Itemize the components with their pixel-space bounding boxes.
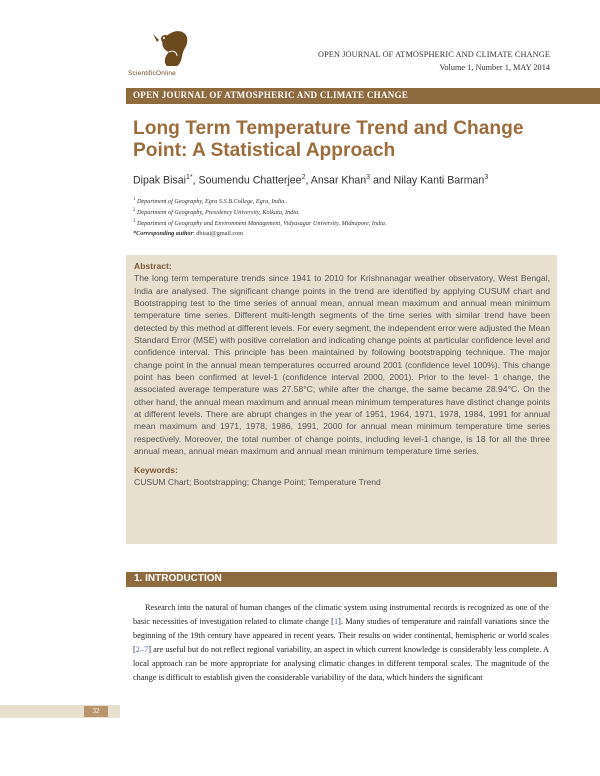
affiliation-number: 1	[133, 197, 136, 202]
squirrel-logo-icon	[133, 22, 213, 72]
abstract-content	[134, 260, 550, 488]
author-name: Nilay Kanti Barman	[393, 174, 485, 187]
intro-text-b: ]. Many studies of temperature and rainfall variations since the beginning of the 19th century have appeared in recent years. Their results on wider continental, hemispheric or world scales [	[133, 617, 549, 655]
author-sup: 1*	[186, 174, 193, 181]
affiliation-number: 2	[133, 208, 136, 213]
introduction-heading-bar	[126, 572, 557, 587]
author-sup: 3	[366, 174, 371, 181]
journal-name: OPEN JOURNAL OF ATMOSPHERIC AND CLIMATE CHANGE	[317, 50, 550, 59]
logo-text: ScientificOnline	[128, 70, 176, 77]
intro-text-a: Research into the natural of human changes of the climatic system using instrumental records is recognized as one of the basic necessities of investigation related to climate change [	[133, 603, 549, 627]
intro-text-c: ] are useful but do not reflect regional variability, an aspect in which current knowledge is considerably less complete. A local approach can be more appropriate for analysing climatic changes in different temporal scales. The magnitude of the change is difficult to establish given the considerable variability of the data, which hinders the significant	[133, 645, 549, 683]
keywords-text: CUSUM Chart; Bootstrapping; Change Point; Temperature Trend	[134, 476, 381, 487]
affiliation	[133, 197, 288, 205]
affiliation-text: Department of Geography, Egra S.S.B.College, Egra, India..	[135, 198, 288, 206]
journal-volume: Volume 1, Number 1, MAY 2014	[439, 63, 550, 72]
affiliation	[133, 208, 300, 216]
author-name: Soumendu Chatterjee	[198, 174, 302, 187]
author-sup: 3	[484, 174, 489, 181]
corresponding-author	[133, 230, 243, 237]
introduction-heading: 1. INTRODUCTION	[134, 573, 222, 584]
author-separator: and	[370, 174, 394, 187]
author-separator: ,	[192, 174, 199, 187]
journal-band-text: OPEN JOURNAL OF ATMOSPHERIC AND CLIMATE CHANGE	[133, 90, 409, 100]
abstract-box	[126, 255, 557, 544]
abstract-text: The long term temperature trends since 1941 to 2010 for Krishnanagar weather observatory, West Bengal, India are analysed. The significant change points in the trend are identified by applying CUSUM chart and Bootstrapping test to the time series of annual mean, annual mean maximum and annual mean minimum temperature time series. Different multi-length segments of the time series with similar trend have been detected by this method at different levels. For every segment, the independent error were adjusted the Mean Standard Error (MSE) with positive correlation and indicating change points at particular confidence level and confidence interval. This principle has been maintained by following bootstrapping technique. The major change point in the annual mean temperatures occurred around 2001 (confidence level 100%). This change point has been confirmed at level-1 (confidence interval 2000, 2001). Prior to the level- 1 change, the associated average temperature was 27.58°C; while after the change, the same became 28.94°C. On the other hand, the annual mean maximum and annual mean minimum temperatures have distinct change points at different levels. There are abrupt changes in the year of 1951, 1964, 1971, 1978, 1984, 1991 for annual mean maximum and 1971, 1978, 1986, 1991, 2000 for annual mean minimum temperature time series respectively. Moreover, the total number of change points, including level-1 change, is 18 for all the three annual mean, annual mean maximum and annual mean minimum temperature time series.	[134, 273, 550, 457]
author-sup: 2	[301, 174, 306, 181]
corresponding-label: *Corresponding author	[133, 230, 194, 237]
affiliation-text: Department of Geography, Presidency University, Kolkata, India.	[135, 209, 300, 217]
footer-bar	[0, 705, 120, 718]
affiliation-text: Department of Geography and Environment Management, Vidyasagar University, Midnapore, India.	[135, 220, 387, 228]
page-number: 32	[84, 706, 108, 717]
author-list	[133, 174, 488, 187]
journal-band	[126, 88, 600, 104]
corresponding-email[interactable]: : dbisai@gmail.com	[193, 230, 244, 237]
paper-title: Long Term Temperature Trend and Change Point: A Statistical Approach	[133, 118, 524, 161]
introduction-paragraph	[133, 601, 549, 686]
reference-link[interactable]: 1	[333, 617, 339, 627]
abstract-heading: Abstract:	[134, 261, 172, 271]
keywords-heading: Keywords:	[134, 464, 178, 475]
author-name: Ansar Khan	[310, 174, 367, 187]
introduction-body	[133, 601, 549, 686]
affiliation	[133, 219, 386, 227]
author-separator: ,	[305, 174, 311, 187]
reference-link[interactable]: 2–7	[135, 645, 149, 655]
affiliation-number: 3	[133, 219, 136, 224]
author-name: Dipak Bisai	[133, 174, 186, 187]
